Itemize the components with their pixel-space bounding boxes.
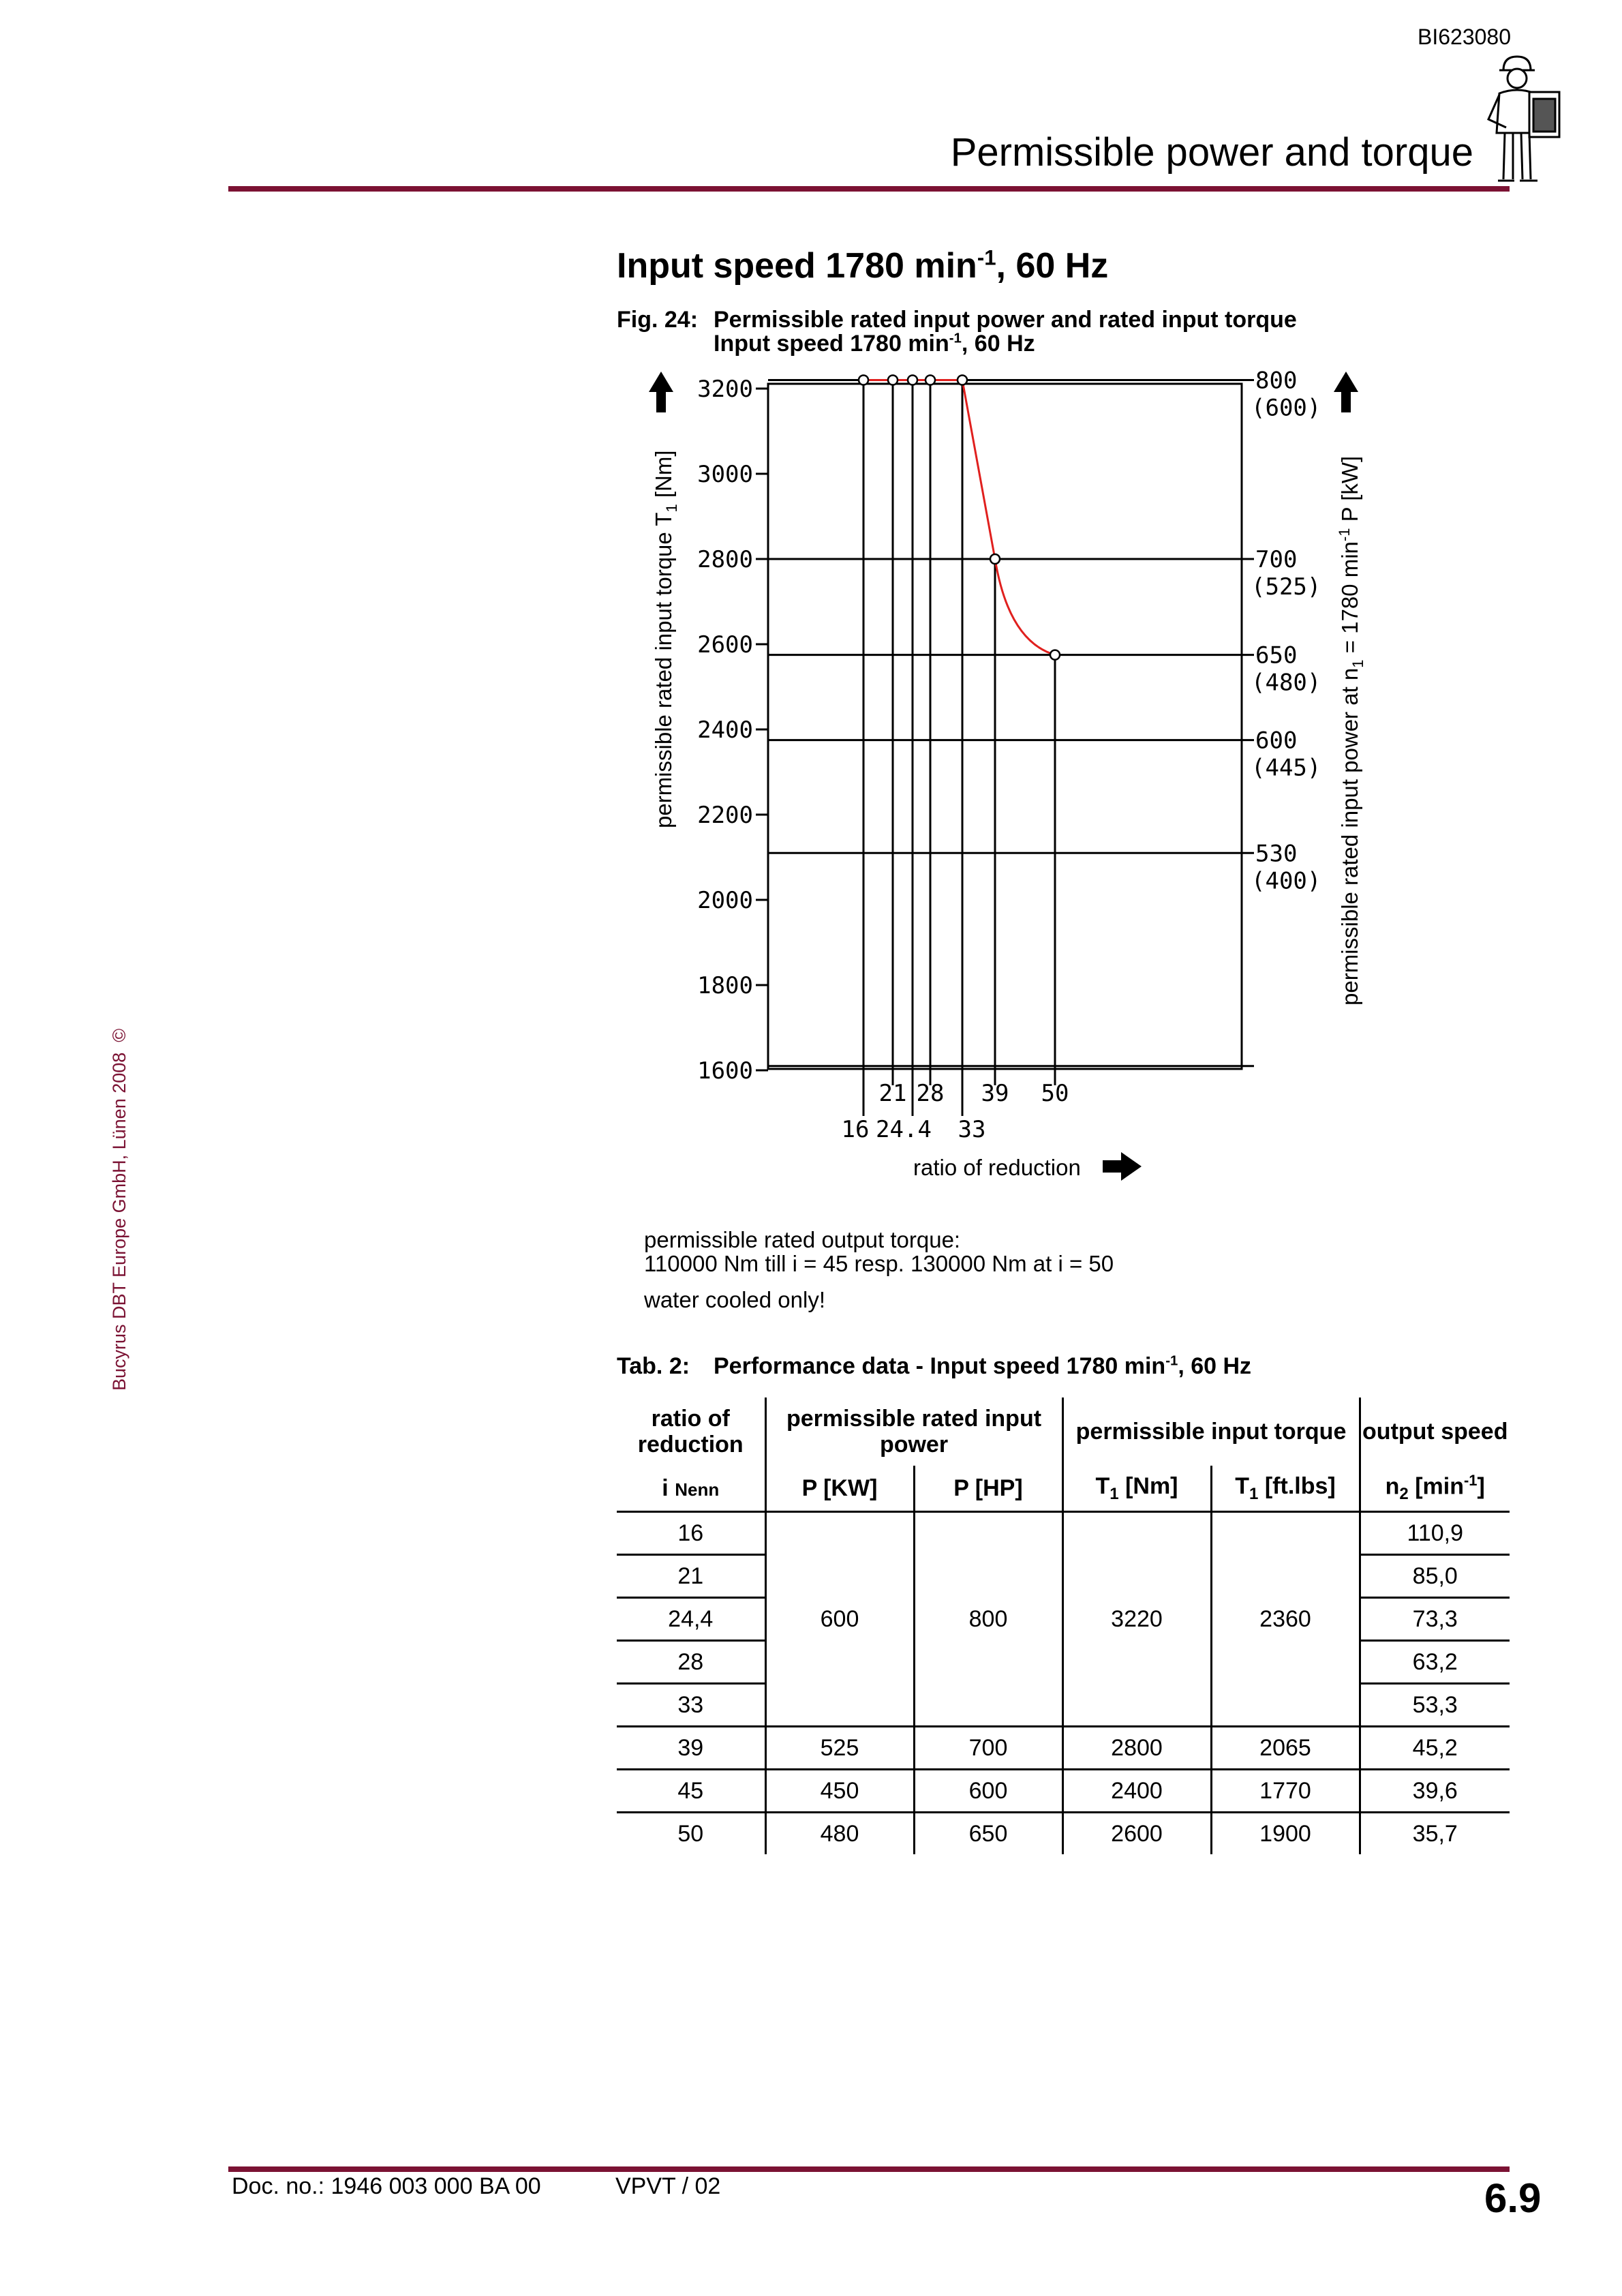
- right-tick-label: 700: [1255, 546, 1298, 573]
- right-tick-label: 650: [1255, 641, 1298, 669]
- p-hp-cell: 700: [914, 1727, 1062, 1770]
- t-nm-cell: 2400: [1062, 1770, 1211, 1813]
- t-lbs-cell: 2065: [1211, 1727, 1360, 1770]
- speed-cell: 110,9: [1360, 1512, 1510, 1555]
- x-tick-label: 50: [1041, 1080, 1069, 1107]
- data-point: [888, 376, 898, 385]
- section-title-suffix: , 60 Hz: [996, 246, 1109, 286]
- left-tick-label: 1600: [697, 1057, 753, 1085]
- data-point: [925, 376, 935, 385]
- left-tick-label: 2000: [697, 887, 753, 914]
- data-point: [908, 376, 917, 385]
- right-tick-label: 800: [1255, 367, 1298, 395]
- performance-table: [617, 1398, 1510, 1854]
- ratio-cell: 21: [617, 1555, 765, 1598]
- figure-caption-line2-suffix: , 60 Hz: [961, 331, 1035, 357]
- copyright-symbol: ©: [109, 1028, 129, 1042]
- left-tick-label: 2800: [697, 546, 753, 573]
- header-ratio: ratio of reduction: [637, 1406, 744, 1457]
- table-row: [617, 1512, 1510, 1555]
- right-axis-label: permissible rated input power at $n_1 = 1780$ $\min^{-1} P$ [kW]: [1336, 455, 1366, 1006]
- right-tick-label: 600: [1255, 727, 1298, 755]
- data-point: [859, 376, 868, 385]
- n2-sup: -1: [1463, 1472, 1478, 1490]
- x-tick-label: 21: [878, 1080, 907, 1107]
- ratio-cell: 33: [617, 1684, 765, 1727]
- table-title-suffix: , 60 Hz: [1178, 1353, 1252, 1379]
- document-version: VPVT / 02: [615, 2173, 721, 2199]
- p-hp-cell: 600: [914, 1770, 1062, 1813]
- header-p-hp: P [HP]: [914, 1466, 1062, 1512]
- x-axis-arrow-icon: [1103, 1152, 1142, 1181]
- speed-cell: 39,6: [1360, 1770, 1510, 1813]
- left-axis-arrow-icon: [649, 372, 673, 412]
- left-axis-label: permissible rated input torque $T_1$ [Nm]: [651, 450, 680, 828]
- ratio-cell: 24,4: [617, 1598, 765, 1641]
- x-tick-label: 39: [981, 1080, 1009, 1107]
- t-lbs-unit: [ft.lbs]: [1258, 1472, 1336, 1499]
- p-kw-cell: 450: [765, 1770, 914, 1813]
- left-tick-label: 3200: [697, 376, 753, 403]
- t-lbs-cell: 2360: [1211, 1512, 1360, 1727]
- x-tick-label: 24.4: [876, 1116, 932, 1143]
- data-point: [958, 376, 967, 385]
- header-n2: [1360, 1466, 1510, 1512]
- right-tick-sublabel: (600): [1251, 394, 1321, 422]
- right-tick-sublabel: (400): [1251, 867, 1321, 895]
- section-title-sup: -1: [977, 245, 996, 270]
- left-tick-label: 2400: [697, 716, 753, 744]
- speed-cell: 53,3: [1360, 1684, 1510, 1727]
- ratio-cell: 28: [617, 1641, 765, 1684]
- figure-label: Fig. 24:: [617, 307, 699, 333]
- speed-cell: 45,2: [1360, 1727, 1510, 1770]
- right-tick-sublabel: (525): [1251, 573, 1321, 601]
- t-nm-symbol: T: [1095, 1472, 1110, 1499]
- left-tick-label: 3000: [697, 461, 753, 488]
- note-output-torque: permissible rated output torque:: [644, 1227, 961, 1252]
- speed-cell: 73,3: [1360, 1598, 1510, 1641]
- table-title-sup: -1: [1165, 1353, 1178, 1369]
- page-title: Permissible power and torque: [950, 130, 1473, 175]
- header-speed: output speed: [1360, 1398, 1510, 1466]
- ratio-cell: 39: [617, 1727, 765, 1770]
- i-symbol: i: [662, 1475, 669, 1501]
- x-tick-label: 28: [916, 1080, 945, 1107]
- ratio-cell: 50: [617, 1813, 765, 1855]
- footer-rule: [228, 2166, 1510, 2172]
- t-nm-subscript: 1: [1110, 1484, 1119, 1503]
- document-id: BI623080: [1418, 25, 1512, 49]
- figure-caption-line2-text: Input speed 1780 min: [714, 331, 949, 357]
- t-nm-cell: 2800: [1062, 1727, 1211, 1770]
- figure-caption-line2-sup: -1: [949, 331, 962, 346]
- p-kw-cell: 480: [765, 1813, 914, 1855]
- plot-frame: [768, 384, 1242, 1069]
- x-axis-label: ratio of reduction: [913, 1155, 1081, 1180]
- i-subscript: Nenn: [675, 1479, 720, 1500]
- n2-subscript: 2: [1399, 1485, 1409, 1504]
- t-lbs-cell: 1770: [1211, 1770, 1360, 1813]
- table-label: Tab. 2:: [617, 1353, 690, 1379]
- header-power: permissible rated input power: [765, 1398, 1062, 1466]
- n2-close: ]: [1477, 1473, 1485, 1500]
- t-lbs-subscript: 1: [1249, 1484, 1259, 1503]
- t-lbs-cell: 1900: [1211, 1813, 1360, 1855]
- ratio-cell: 45: [617, 1770, 765, 1813]
- header-torque: permissible input torque: [1062, 1398, 1360, 1466]
- left-tick-label: 2200: [697, 802, 753, 829]
- left-tick-label: 1800: [697, 972, 753, 999]
- p-hp-cell: 650: [914, 1813, 1062, 1855]
- t-nm-unit: [Nm]: [1118, 1472, 1178, 1499]
- table-row: [617, 1813, 1510, 1855]
- table-title-text: Performance data - Input speed 1780 min: [714, 1353, 1166, 1379]
- page-number: 6.9: [1484, 2175, 1542, 2221]
- section-title-text: Input speed 1780 min: [617, 246, 977, 286]
- speed-cell: 35,7: [1360, 1813, 1510, 1855]
- left-tick-label: 2600: [697, 631, 753, 659]
- t-nm-cell: 2600: [1062, 1813, 1211, 1855]
- p-hp-cell: 800: [914, 1512, 1062, 1727]
- document-number: Doc. no.: 1946 003 000 BA 00: [232, 2173, 541, 2199]
- note-torque-values: 110000 Nm till i = 45 resp. 130000 Nm at i = 50: [644, 1251, 1114, 1276]
- data-point: [990, 554, 1000, 564]
- right-tick-sublabel: (445): [1251, 754, 1321, 782]
- header-t-nm: [1062, 1466, 1211, 1512]
- ratio-cell: 16: [677, 1520, 704, 1546]
- n2-unit: [min: [1408, 1473, 1464, 1500]
- right-axis-arrow-icon: [1334, 372, 1358, 412]
- table-row: [617, 1727, 1510, 1770]
- n2-symbol: n: [1385, 1473, 1400, 1500]
- table-row: [617, 1770, 1510, 1813]
- right-tick-sublabel: (480): [1251, 669, 1321, 697]
- speed-cell: 63,2: [1360, 1641, 1510, 1684]
- x-tick-label: 33: [958, 1116, 986, 1143]
- data-point: [1050, 650, 1060, 660]
- p-kw-cell: 525: [765, 1727, 914, 1770]
- table-title: [714, 1353, 1251, 1380]
- right-tick-label: 530: [1255, 840, 1298, 868]
- header-i-nenn: [617, 1466, 765, 1512]
- note-water-cooled: water cooled only!: [644, 1287, 825, 1312]
- speed-cell: 85,0: [1360, 1555, 1510, 1598]
- figure-caption-line1: Permissible rated input power and rated input torque: [714, 307, 1297, 333]
- t-lbs-symbol: T: [1235, 1472, 1250, 1499]
- x-tick-label: 16: [841, 1116, 870, 1143]
- p-kw-cell: 600: [765, 1512, 914, 1727]
- copyright-label: Bucyrus DBT Europe GmbH, Lünen 2008: [109, 1052, 129, 1391]
- header-t-lbs: [1211, 1466, 1360, 1512]
- header-p-kw: P [KW]: [765, 1466, 914, 1512]
- t-nm-cell: 3220: [1062, 1512, 1211, 1727]
